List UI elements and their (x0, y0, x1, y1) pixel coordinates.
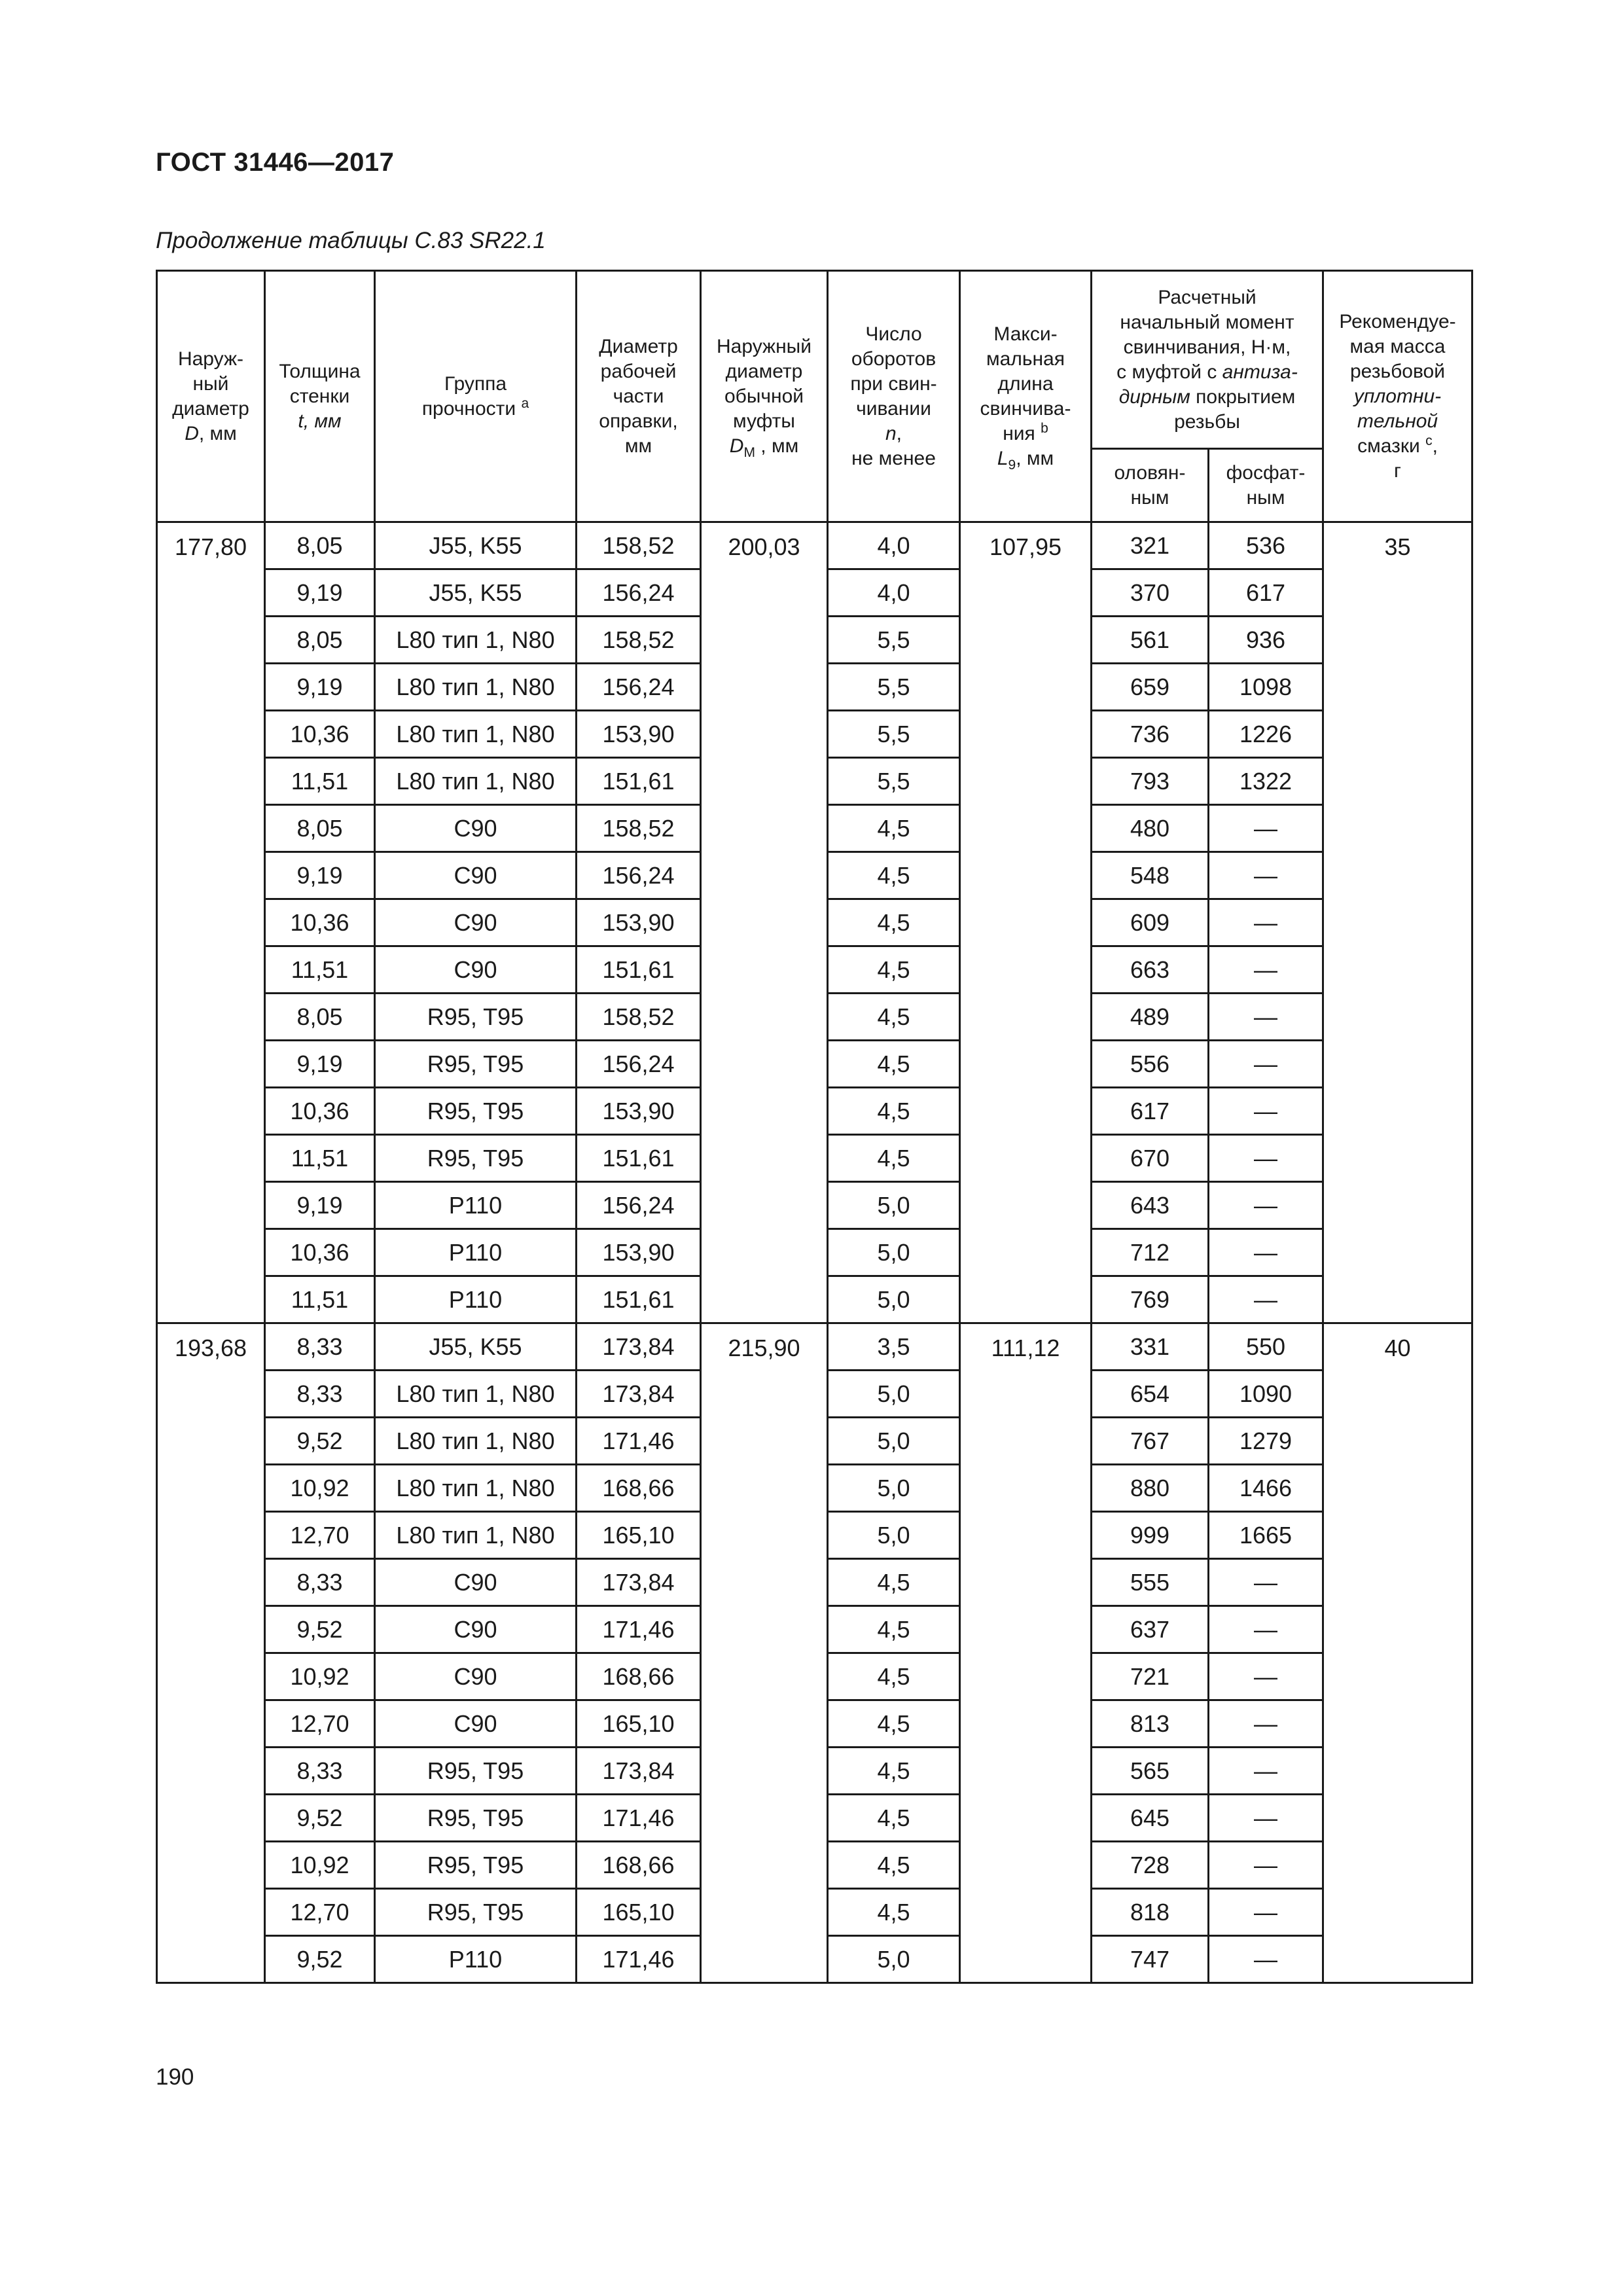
cell-torque-phosphate: — (1209, 1842, 1323, 1889)
cell-wall-thickness: 8,05 (265, 994, 375, 1041)
cell-torque-tin: 769 (1092, 1276, 1209, 1323)
cell-strength-group: C90 (375, 852, 577, 899)
cell-torque-tin: 556 (1092, 1041, 1209, 1088)
cell-torque-phosphate: — (1209, 1606, 1323, 1653)
cell-max-makeup-length: 111,12 (960, 1323, 1092, 1983)
cell-makeup-turns: 4,5 (828, 1748, 960, 1795)
cell-mandrel-diameter: 151,61 (577, 1135, 701, 1182)
cell-makeup-turns: 4,5 (828, 1041, 960, 1088)
table-body (157, 522, 1472, 1983)
cell-mandrel-diameter: 151,61 (577, 1276, 701, 1323)
cell-wall-thickness: 10,92 (265, 1465, 375, 1512)
cell-torque-tin: 480 (1092, 805, 1209, 852)
cell-torque-tin: 793 (1092, 758, 1209, 805)
cell-makeup-turns: 5,0 (828, 1465, 960, 1512)
document-header: ГОСТ 31446—2017 (156, 148, 395, 177)
cell-torque-tin: 617 (1092, 1088, 1209, 1135)
cell-torque-tin: 663 (1092, 946, 1209, 994)
cell-makeup-turns: 4,5 (828, 1889, 960, 1936)
cell-strength-group: C90 (375, 1606, 577, 1653)
cell-strength-group: L80 тип 1, N80 (375, 758, 577, 805)
cell-makeup-turns: 4,5 (828, 899, 960, 946)
cell-strength-group: L80 тип 1, N80 (375, 711, 577, 758)
cell-torque-phosphate: — (1209, 1700, 1323, 1748)
cell-makeup-turns: 5,0 (828, 1182, 960, 1229)
cell-torque-phosphate: 536 (1209, 522, 1323, 569)
cell-wall-thickness: 10,36 (265, 899, 375, 946)
cell-mandrel-diameter: 156,24 (577, 1041, 701, 1088)
cell-wall-thickness: 9,19 (265, 664, 375, 711)
cell-torque-phosphate: — (1209, 1276, 1323, 1323)
cell-makeup-turns: 5,0 (828, 1276, 960, 1323)
cell-max-makeup-length: 107,95 (960, 522, 1092, 1323)
cell-torque-tin: 370 (1092, 569, 1209, 617)
cell-torque-phosphate: 550 (1209, 1323, 1323, 1371)
header-grease-mass: Рекомендуе- мая масса резьбовой уплотни- тельной смазки $^c$, г (1323, 271, 1472, 522)
cell-mandrel-diameter: 168,66 (577, 1842, 701, 1889)
cell-strength-group: L80 тип 1, N80 (375, 1512, 577, 1559)
header-strength-group: Группа прочности $^a$ (375, 271, 577, 522)
cell-torque-tin: 645 (1092, 1795, 1209, 1842)
cell-mandrel-diameter: 151,61 (577, 758, 701, 805)
cell-torque-phosphate: 1665 (1209, 1512, 1323, 1559)
cell-wall-thickness: 9,19 (265, 1041, 375, 1088)
header-mandrel-diameter: Диаметр рабочей части оправки, мм (577, 271, 701, 522)
cell-mandrel-diameter: 168,66 (577, 1653, 701, 1700)
cell-torque-phosphate: — (1209, 1559, 1323, 1606)
cell-strength-group: C90 (375, 1653, 577, 1700)
cell-strength-group: J55, K55 (375, 522, 577, 569)
cell-torque-phosphate: — (1209, 1135, 1323, 1182)
cell-mandrel-diameter: 165,10 (577, 1700, 701, 1748)
cell-wall-thickness: 10,36 (265, 711, 375, 758)
cell-makeup-turns: 5,5 (828, 711, 960, 758)
cell-torque-tin: 659 (1092, 664, 1209, 711)
cell-makeup-turns: 4,5 (828, 1559, 960, 1606)
cell-mandrel-diameter: 171,46 (577, 1936, 701, 1983)
cell-torque-phosphate: — (1209, 899, 1323, 946)
cell-makeup-turns: 5,0 (828, 1512, 960, 1559)
cell-torque-tin: 654 (1092, 1371, 1209, 1418)
table-caption: Продолжение таблицы С.83 SR22.1 (156, 228, 546, 253)
cell-torque-tin: 712 (1092, 1229, 1209, 1276)
cell-wall-thickness: 11,51 (265, 1135, 375, 1182)
cell-torque-tin: 999 (1092, 1512, 1209, 1559)
cell-strength-group: L80 тип 1, N80 (375, 1418, 577, 1465)
cell-makeup-turns: 4,5 (828, 1700, 960, 1748)
cell-torque-phosphate: — (1209, 852, 1323, 899)
cell-torque-tin: 331 (1092, 1323, 1209, 1371)
cell-mandrel-diameter: 165,10 (577, 1512, 701, 1559)
cell-mandrel-diameter: 151,61 (577, 946, 701, 994)
cell-mandrel-diameter: 171,46 (577, 1418, 701, 1465)
cell-torque-tin: 548 (1092, 852, 1209, 899)
cell-torque-phosphate: 1279 (1209, 1418, 1323, 1465)
cell-wall-thickness: 11,51 (265, 1276, 375, 1323)
cell-outer-diameter: 177,80 (157, 522, 265, 1323)
cell-mandrel-diameter: 168,66 (577, 1465, 701, 1512)
cell-torque-phosphate: — (1209, 1182, 1323, 1229)
cell-torque-tin: 555 (1092, 1559, 1209, 1606)
cell-wall-thickness: 8,33 (265, 1748, 375, 1795)
cell-wall-thickness: 11,51 (265, 758, 375, 805)
cell-strength-group: L80 тип 1, N80 (375, 617, 577, 664)
cell-torque-tin: 670 (1092, 1135, 1209, 1182)
cell-strength-group: L80 тип 1, N80 (375, 1371, 577, 1418)
cell-torque-phosphate: — (1209, 994, 1323, 1041)
cell-mandrel-diameter: 173,84 (577, 1559, 701, 1606)
cell-strength-group: C90 (375, 899, 577, 946)
cell-torque-phosphate: 1226 (1209, 711, 1323, 758)
cell-torque-phosphate: 1090 (1209, 1371, 1323, 1418)
header-makeup-turns: Число оборотов при свин- чивании n, не менее (828, 271, 960, 522)
cell-mandrel-diameter: 171,46 (577, 1795, 701, 1842)
cell-makeup-turns: 4,5 (828, 805, 960, 852)
header-torque-phosphate: фосфат- ным (1209, 449, 1323, 522)
cell-strength-group: J55, K55 (375, 569, 577, 617)
cell-makeup-turns: 3,5 (828, 1323, 960, 1371)
cell-wall-thickness: 12,70 (265, 1512, 375, 1559)
cell-torque-tin: 767 (1092, 1418, 1209, 1465)
cell-coupling-diameter: 215,90 (701, 1323, 828, 1983)
cell-strength-group: R95, T95 (375, 1748, 577, 1795)
cell-strength-group: R95, T95 (375, 1842, 577, 1889)
cell-wall-thickness: 8,33 (265, 1323, 375, 1371)
cell-strength-group: P110 (375, 1936, 577, 1983)
cell-strength-group: R95, T95 (375, 994, 577, 1041)
cell-torque-tin: 637 (1092, 1606, 1209, 1653)
cell-wall-thickness: 9,52 (265, 1936, 375, 1983)
cell-torque-tin: 561 (1092, 617, 1209, 664)
cell-wall-thickness: 12,70 (265, 1700, 375, 1748)
cell-wall-thickness: 8,33 (265, 1559, 375, 1606)
cell-torque-phosphate: — (1209, 1795, 1323, 1842)
cell-strength-group: P110 (375, 1182, 577, 1229)
cell-torque-phosphate: 1322 (1209, 758, 1323, 805)
cell-torque-tin: 813 (1092, 1700, 1209, 1748)
cell-torque-phosphate: — (1209, 1229, 1323, 1276)
cell-mandrel-diameter: 158,52 (577, 617, 701, 664)
cell-makeup-turns: 5,5 (828, 617, 960, 664)
header-makeup-torque: Расчетный начальный момент свинчивания, Н·м, с муфтой с антиза- дирным покрытием резьбы (1092, 271, 1323, 449)
cell-strength-group: R95, T95 (375, 1088, 577, 1135)
cell-makeup-turns: 4,5 (828, 1842, 960, 1889)
cell-torque-tin: 880 (1092, 1465, 1209, 1512)
cell-mandrel-diameter: 173,84 (577, 1371, 701, 1418)
cell-torque-tin: 736 (1092, 711, 1209, 758)
cell-makeup-turns: 5,5 (828, 664, 960, 711)
cell-mandrel-diameter: 156,24 (577, 664, 701, 711)
cell-makeup-turns: 4,5 (828, 1606, 960, 1653)
cell-wall-thickness: 9,52 (265, 1418, 375, 1465)
cell-mandrel-diameter: 171,46 (577, 1606, 701, 1653)
cell-torque-phosphate: — (1209, 1088, 1323, 1135)
cell-coupling-diameter: 200,03 (701, 522, 828, 1323)
cell-torque-phosphate: — (1209, 1653, 1323, 1700)
cell-makeup-turns: 4,5 (828, 852, 960, 899)
cell-torque-tin: 747 (1092, 1936, 1209, 1983)
cell-outer-diameter: 193,68 (157, 1323, 265, 1983)
cell-mandrel-diameter: 156,24 (577, 569, 701, 617)
cell-makeup-turns: 5,0 (828, 1371, 960, 1418)
cell-strength-group: L80 тип 1, N80 (375, 1465, 577, 1512)
cell-torque-phosphate: — (1209, 1889, 1323, 1936)
cell-strength-group: L80 тип 1, N80 (375, 664, 577, 711)
cell-makeup-turns: 4,5 (828, 946, 960, 994)
cell-strength-group: P110 (375, 1229, 577, 1276)
cell-makeup-turns: 5,0 (828, 1936, 960, 1983)
cell-torque-phosphate: — (1209, 805, 1323, 852)
cell-torque-phosphate: — (1209, 1041, 1323, 1088)
cell-makeup-turns: 5,0 (828, 1418, 960, 1465)
cell-makeup-turns: 4,5 (828, 1795, 960, 1842)
page-number: 190 (156, 2064, 194, 2090)
cell-makeup-turns: 4,5 (828, 994, 960, 1041)
cell-mandrel-diameter: 153,90 (577, 1229, 701, 1276)
cell-torque-tin: 609 (1092, 899, 1209, 946)
cell-strength-group: R95, T95 (375, 1041, 577, 1088)
header-wall-thickness: Толщина стенки t, мм (265, 271, 375, 522)
header-outer-diameter: Наруж- ный диаметр D, мм (157, 271, 265, 522)
cell-torque-phosphate: 936 (1209, 617, 1323, 664)
cell-wall-thickness: 10,92 (265, 1653, 375, 1700)
header-max-makeup-length: Макси- мальная длина свинчива- ния $^b$ $L_9$, мм (960, 271, 1092, 522)
cell-makeup-turns: 4,5 (828, 1135, 960, 1182)
cell-torque-tin: 321 (1092, 522, 1209, 569)
cell-mandrel-diameter: 173,84 (577, 1748, 701, 1795)
cell-mandrel-diameter: 156,24 (577, 1182, 701, 1229)
cell-torque-tin: 565 (1092, 1748, 1209, 1795)
cell-strength-group: C90 (375, 1700, 577, 1748)
cell-wall-thickness: 10,36 (265, 1229, 375, 1276)
cell-torque-phosphate: 1098 (1209, 664, 1323, 711)
cell-wall-thickness: 9,52 (265, 1795, 375, 1842)
cell-makeup-turns: 4,5 (828, 1088, 960, 1135)
cell-strength-group: C90 (375, 946, 577, 994)
cell-strength-group: P110 (375, 1276, 577, 1323)
cell-strength-group: R95, T95 (375, 1135, 577, 1182)
cell-torque-tin: 489 (1092, 994, 1209, 1041)
cell-grease-mass: 40 (1323, 1323, 1472, 1983)
cell-torque-phosphate: 617 (1209, 569, 1323, 617)
cell-wall-thickness: 10,36 (265, 1088, 375, 1135)
cell-torque-tin: 721 (1092, 1653, 1209, 1700)
cell-mandrel-diameter: 156,24 (577, 852, 701, 899)
cell-mandrel-diameter: 158,52 (577, 994, 701, 1041)
cell-strength-group: J55, K55 (375, 1323, 577, 1371)
data-table (156, 270, 1473, 1984)
cell-mandrel-diameter: 153,90 (577, 1088, 701, 1135)
cell-torque-phosphate: — (1209, 1748, 1323, 1795)
cell-makeup-turns: 5,0 (828, 1229, 960, 1276)
cell-torque-tin: 818 (1092, 1889, 1209, 1936)
cell-wall-thickness: 10,92 (265, 1842, 375, 1889)
cell-grease-mass: 35 (1323, 522, 1472, 1323)
cell-strength-group: R95, T95 (375, 1889, 577, 1936)
cell-wall-thickness: 9,19 (265, 1182, 375, 1229)
cell-torque-phosphate: 1466 (1209, 1465, 1323, 1512)
cell-wall-thickness: 9,19 (265, 852, 375, 899)
table-row (157, 1323, 1472, 1371)
cell-mandrel-diameter: 158,52 (577, 522, 701, 569)
cell-mandrel-diameter: 158,52 (577, 805, 701, 852)
cell-strength-group: C90 (375, 1559, 577, 1606)
header-coupling-diameter: Наружный диаметр обычной муфты $D_М$ , мм (701, 271, 828, 522)
cell-wall-thickness: 11,51 (265, 946, 375, 994)
cell-makeup-turns: 5,5 (828, 758, 960, 805)
cell-wall-thickness: 8,33 (265, 1371, 375, 1418)
cell-torque-tin: 643 (1092, 1182, 1209, 1229)
cell-makeup-turns: 4,5 (828, 1653, 960, 1700)
cell-mandrel-diameter: 153,90 (577, 711, 701, 758)
cell-mandrel-diameter: 165,10 (577, 1889, 701, 1936)
cell-mandrel-diameter: 173,84 (577, 1323, 701, 1371)
cell-torque-phosphate: — (1209, 946, 1323, 994)
cell-makeup-turns: 4,0 (828, 569, 960, 617)
table-header (157, 271, 1472, 522)
table-row (157, 522, 1472, 569)
cell-strength-group: R95, T95 (375, 1795, 577, 1842)
cell-mandrel-diameter: 153,90 (577, 899, 701, 946)
cell-makeup-turns: 4,0 (828, 522, 960, 569)
cell-wall-thickness: 8,05 (265, 522, 375, 569)
cell-strength-group: C90 (375, 805, 577, 852)
cell-wall-thickness: 12,70 (265, 1889, 375, 1936)
cell-wall-thickness: 8,05 (265, 805, 375, 852)
cell-torque-phosphate: — (1209, 1936, 1323, 1983)
cell-wall-thickness: 8,05 (265, 617, 375, 664)
cell-wall-thickness: 9,19 (265, 569, 375, 617)
header-torque-tin: оловян- ным (1092, 449, 1209, 522)
cell-wall-thickness: 9,52 (265, 1606, 375, 1653)
cell-torque-tin: 728 (1092, 1842, 1209, 1889)
